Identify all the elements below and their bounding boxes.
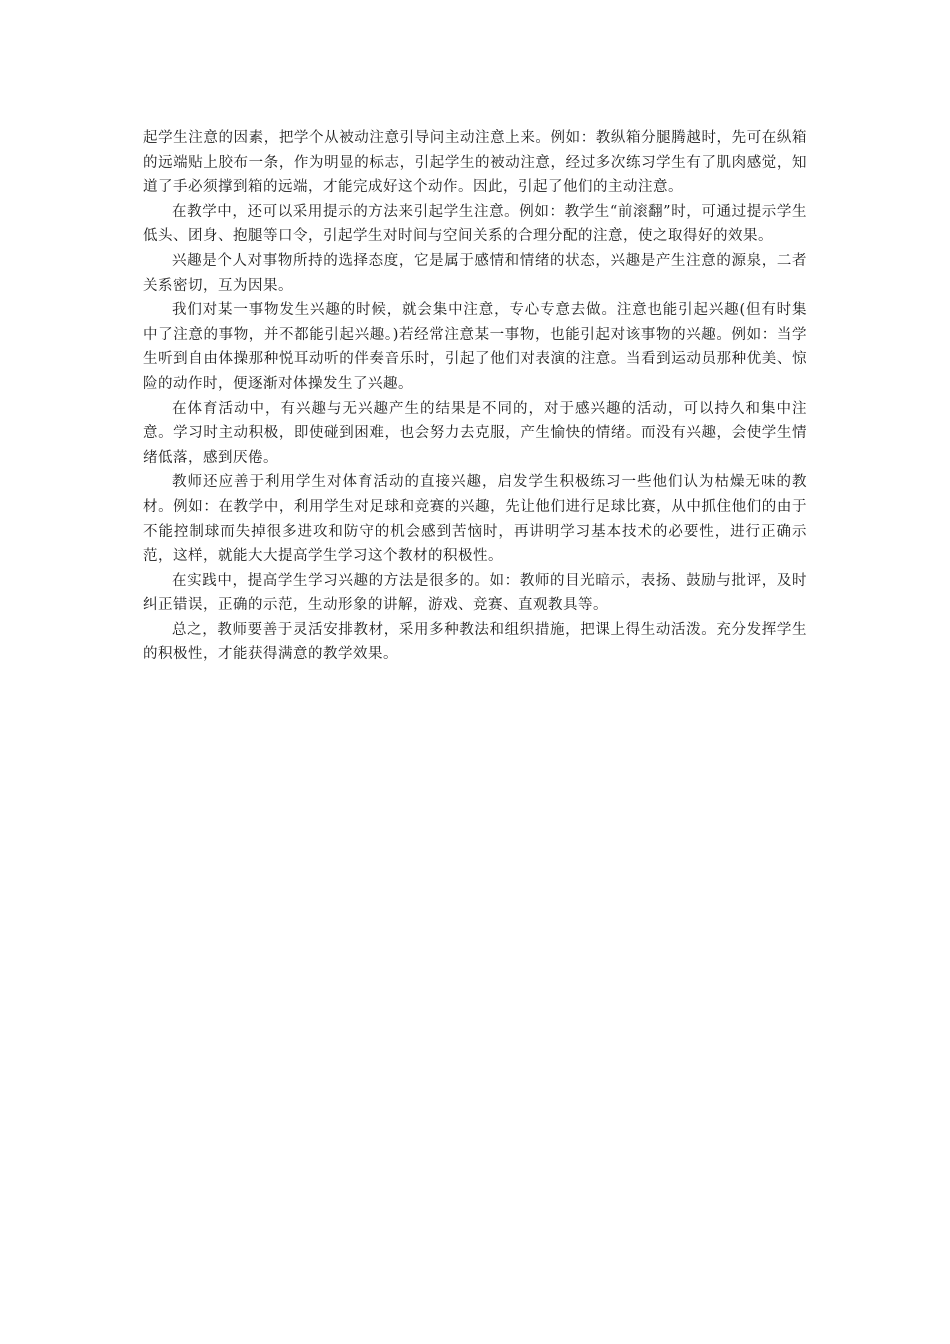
- paragraph: 在教学中，还可以采用提示的方法来引起学生注意。例如：教学生“前滚翻”时，可通过提示学生低头、团身、抱腿等口令，引起学生对时间与空间关系的合理分配的注意，使之取得好的效果。: [143, 203, 807, 245]
- paragraph: 教师还应善于利用学生对体育活动的直接兴趣，启发学生积极练习一些他们认为枯燥无味的教材。例如：在教学中，利用学生对足球和竞赛的兴趣，先让他们进行足球比赛，从中抓住他们的由于不能控制球而失掉很多进攻和防守的机会感到苦恼时，再讲明学习基本技术的必要性，进行正确示范，这样，就能大大提高学生学习这个教材的积极性。: [143, 474, 807, 565]
- paragraph: 兴趣是个人对事物所持的选择态度，它是属于感情和情绪的状态，兴趣是产生注意的源泉，二者关系密切，互为因果。: [143, 252, 807, 294]
- paragraph: 总之，教师要善于灵活安排教材，采用多种教法和组织措施，把课上得生动活泼。充分发挥学生的积极性，才能获得满意的教学效果。: [143, 621, 807, 663]
- paragraph: 在体育活动中，有兴趣与无兴趣产生的结果是不同的，对于感兴趣的活动，可以持久和集中注意。学习时主动积极，即使碰到困难，也会努力去克服，产生愉快的情绪。而没有兴趣，会使学生情绪低落，感到厌倦。: [143, 400, 807, 466]
- paragraph: 在实践中，提高学生学习兴趣的方法是很多的。如：教师的目光暗示，表扬、鼓励与批评，及时纠正错误，正确的示范，生动形象的讲解，游戏、竞赛、直观教具等。: [143, 572, 807, 614]
- document-body: [143, 126, 807, 667]
- paragraph: 起学生注意的因素，把学个从被动注意引导问主动注意上来。例如：教纵箱分腿腾越时，先可在纵箱的远端贴上胶布一条，作为明显的标志，引起学生的被动注意，经过多次练习学生有了肌肉感觉，知道了手必须撑到箱的远端，才能完成好这个动作。因此，引起了他们的主动注意。: [143, 130, 807, 196]
- paragraph: 我们对某一事物发生兴趣的时候，就会集中注意，专心专意去做。注意也能引起兴趣(但有时集中了注意的事物，并不都能引起兴趣。)若经常注意某一事物，也能引起对该事物的兴趣。例如：当学生听到自由体操那种悦耳动听的伴奏音乐时，引起了他们对表演的注意。当看到运动员那种优美、惊险的动作时，便逐渐对体操发生了兴趣。: [143, 302, 807, 392]
